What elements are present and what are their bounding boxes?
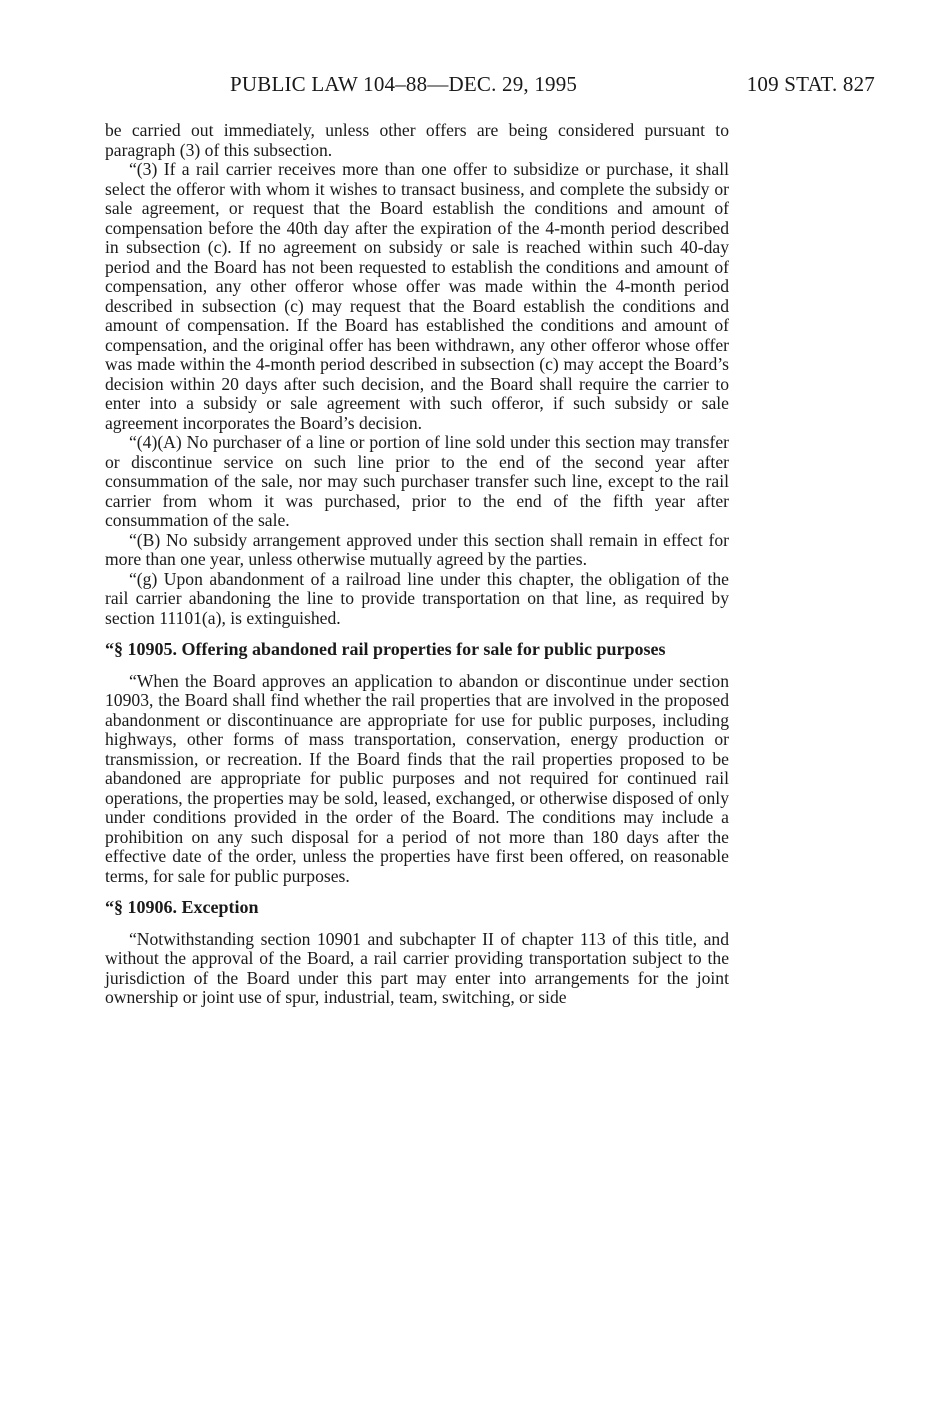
section-heading: “§ 10906. Exception (105, 897, 259, 917)
header-stat-page: 109 STAT. 827 (746, 72, 875, 96)
header-title: PUBLIC LAW 104–88—DEC. 29, 1995 (230, 72, 578, 96)
paragraph: be carried out immediately, unless other offers are being considered pursuant to paragraph (3) of this subsection. (105, 120, 729, 160)
body-text (105, 121, 729, 1008)
paragraph: “Notwithstanding section 10901 and subchapter II of chapter 113 of this title, and without the approval of the Board, a rail carrier providing transportation subject to the jurisdiction of the Board under this part may enter into arrangements for the joint ownership or joint use of spur, industrial, team, switching, or side (105, 928, 729, 1007)
paragraph: “When the Board approves an application to abandon or discontinue under section 10903, the Board shall find whether the rail properties that are involved in the proposed abandonment or discontinuance are appropriate for use for public purposes, including highways, other forms of mass transportation, conservation, energy production or transmission, or recreation. If the Board finds that the rail properties proposed to be abandoned are appropriate for public purposes and not required for continued rail operations, the properties may be sold, leased, exchanged, or otherwise disposed of only under conditions provided in the order of the Board. The conditions may include a prohibition on any such disposal for a period of not more than 180 days after the effective date of the order, unless the properties have first been offered, on reasonable terms, for sale for public purposes. (105, 670, 729, 886)
paragraph: “(3) If a rail carrier receives more than one offer to subsidize or purchase, it shall select the offeror with whom it wishes to transact business, and complete the subsidy or sale agreement, or request that the Board establish the conditions and amount of compensation before the 40th day after the expiration of the 4-month period described in subsection (c). If no agreement on subsidy or sale is reached within such 40-day period and the Board has not been requested to establish the conditions and amount of compensation, any other offeror whose offer was made within the 4-month period described in subsection (c) may request that the Board establish the conditions and amount of compensation. If the Board has established the conditions and amount of compensation, and the original offer has been withdrawn, any other offeror whose offer was made within the 4-month period described in subsection (c) may accept the Board’s decision within 20 days after such decision, and the Board shall require the carrier to enter into a subsidy or sale agreement with such offeror, if such subsidy or sale agreement incorporates the Board’s decision. (105, 159, 729, 433)
paragraph: “(B) No subsidy arrangement approved under this section shall remain in effect for more than one year, unless otherwise mutually agreed by the parties. (105, 529, 729, 569)
section-heading: “§ 10905. Offering abandoned rail properties for sale for public purposes (105, 639, 666, 659)
paragraph: “(4)(A) No purchaser of a line or portion of line sold under this section may transfer or discontinue service on such line prior to the end of the second year after consummation of the sale, nor may such purchaser transfer such line, except to the rail carrier from whom it was purchased, prior to the end of the fifth year after consummation of the sale. (105, 432, 729, 530)
paragraph: “(g) Upon abandonment of a railroad line under this chapter, the obligation of the rail carrier abandoning the line to provide transportation on that line, as required by section 11101(a), is extinguished. (105, 568, 729, 628)
page-header (105, 72, 875, 100)
